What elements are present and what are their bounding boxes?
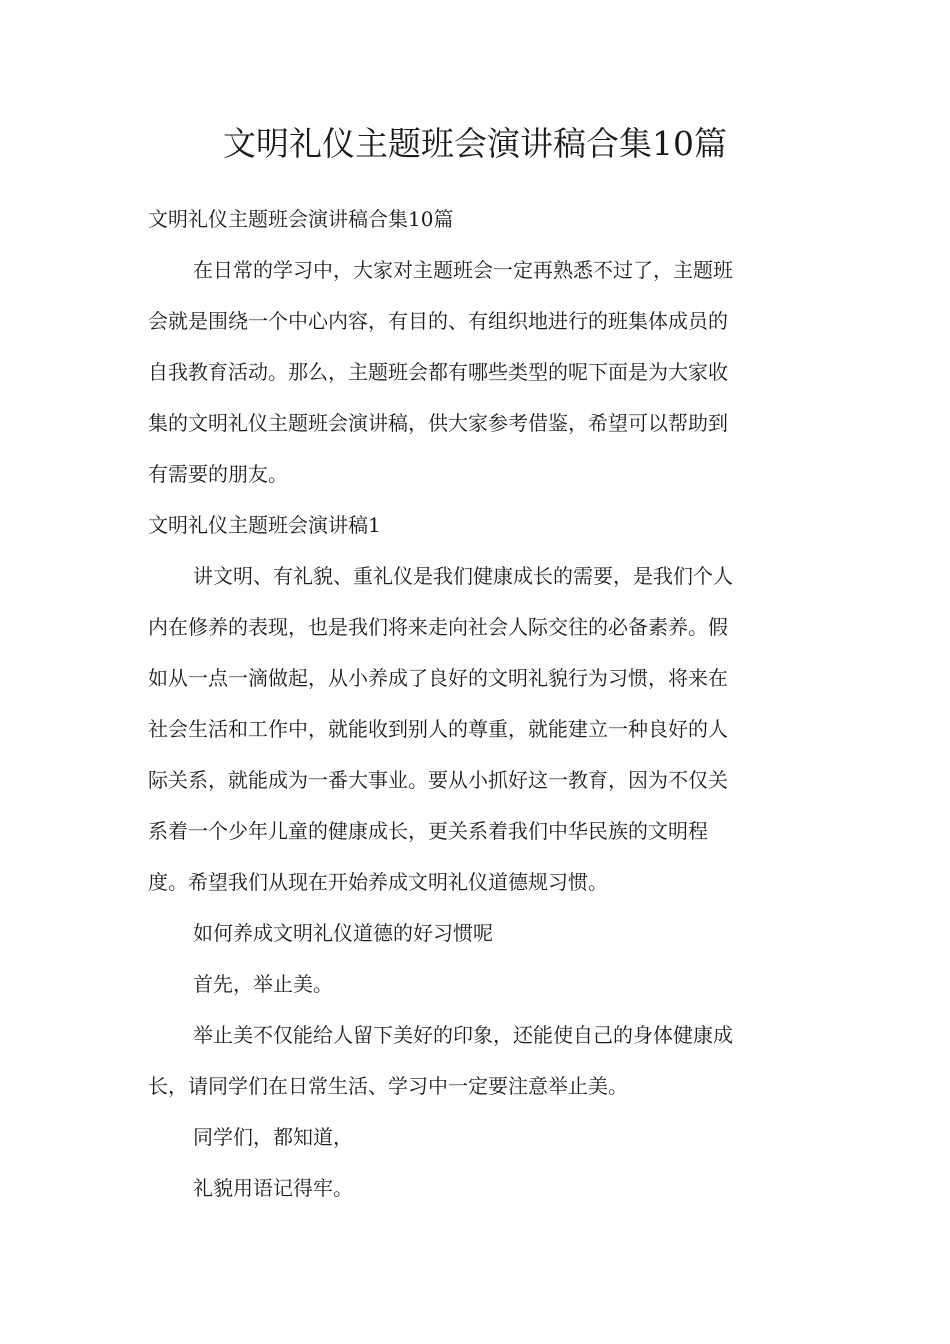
text-line: 讲文明、有礼貌、重礼仪是我们健康成长的需要，是我们个人 bbox=[193, 564, 733, 588]
text-line: 际关系，就能成为一番大事业。要从小抓好这一教育，因为不仅关 bbox=[148, 768, 728, 792]
text-line: 自我教育活动。那么，主题班会都有哪些类型的呢下面是为大家收 bbox=[148, 360, 728, 384]
text-line: 首先，举止美。 bbox=[193, 972, 333, 996]
text-line: 举止美不仅能给人留下美好的印象，还能使自己的身体健康成 bbox=[193, 1023, 733, 1047]
text-line: 有需要的朋友。 bbox=[148, 462, 288, 486]
text-line: 文明礼仪主题班会演讲稿合集10篇 bbox=[148, 207, 454, 231]
text-line: 社会生活和工作中，就能收到别人的尊重，就能建立一种良好的人 bbox=[148, 717, 728, 741]
text-line: 在日常的学习中，大家对主题班会一定再熟悉不过了，主题班 bbox=[193, 258, 733, 282]
text-line: 会就是围绕一个中心内容，有目的、有组织地进行的班集体成员的 bbox=[148, 309, 728, 333]
document-title: 文明礼仪主题班会演讲稿合集10篇 bbox=[223, 124, 727, 163]
text-line: 内在修养的表现，也是我们将来走向社会人际交往的必备素养。假 bbox=[148, 615, 728, 639]
text-line: 同学们，都知道， bbox=[193, 1125, 353, 1149]
text-line: 如何养成文明礼仪道德的好习惯呢 bbox=[193, 921, 493, 945]
text-line: 度。希望我们从现在开始养成文明礼仪道德规习惯。 bbox=[148, 870, 608, 894]
document-body bbox=[148, 194, 808, 1214]
text-line: 如从一点一滴做起，从小养成了良好的文明礼貌行为习惯，将来在 bbox=[148, 666, 728, 690]
text-line: 礼貌用语记得牢。 bbox=[193, 1176, 353, 1200]
text-line: 系着一个少年儿童的健康成长，更关系着我们中华民族的文明程 bbox=[148, 819, 708, 843]
text-line: 长，请同学们在日常生活、学习中一定要注意举止美。 bbox=[148, 1074, 628, 1098]
text-line: 集的文明礼仪主题班会演讲稿，供大家参考借鉴，希望可以帮助到 bbox=[148, 411, 728, 435]
section-heading: 文明礼仪主题班会演讲稿1 bbox=[148, 513, 381, 537]
